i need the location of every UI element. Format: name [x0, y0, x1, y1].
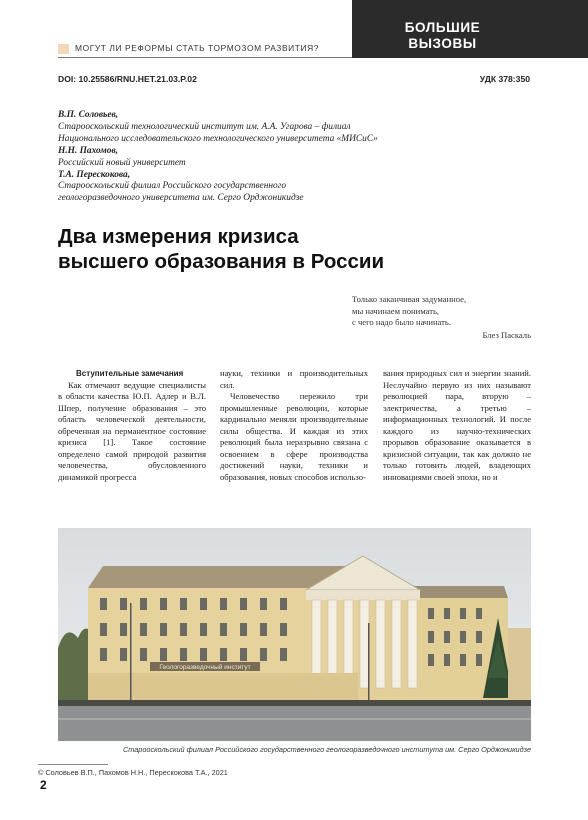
building-sign: Геологоразведочный институт — [159, 664, 251, 671]
author-affiliation: Российский новый университет — [58, 157, 186, 168]
authors-block — [58, 110, 528, 205]
author-name: В.П. Соловьев, — [58, 110, 119, 120]
doi: DOI: 10.25586/RNU.HET.21.03.P.02 — [58, 74, 197, 84]
footnote-rule — [38, 764, 108, 765]
author-name: Н.Н. Пахомов, — [58, 145, 119, 156]
header-accent-square — [58, 44, 69, 54]
author-affiliation: геологоразведочного университета им. Серго Орджоникидзе — [58, 193, 304, 204]
photo-caption: Старооскольский филиал Российского государственного геологоразведочного института им. Серго Орджоникидзе — [122, 745, 531, 754]
udk: УДК 378:350 — [479, 74, 530, 84]
body-column-2 — [220, 368, 368, 483]
paragraph: Человечество пережило три промышленные революции, которые кардинально меняли производительные силы общества. И каждая из этих революций была неразрывно связана с освоением в сфере производства достижений науки, техники и образования, новых способов использо- — [220, 391, 368, 482]
building-photo — [58, 528, 531, 741]
body-column-1 — [58, 368, 206, 483]
body-column-3 — [383, 368, 531, 483]
author-name: Т.А. Перескокова, — [58, 169, 131, 180]
paragraph: науки, техники и производительных сил. — [220, 368, 368, 390]
paragraph: вания природных сил и энергии знаний. Неслучайно первую из них называют революцией пара, вторую – электричества, а третью – информационных технологий. И после каждого из научно-технических прорывов образование оказывается в кризисной ситуации, так как должно не только готовить людей, владеющих инновациями своей эпохи, но и — [383, 368, 531, 482]
article-title: Два измерения кризиса высшего образования в России — [58, 225, 385, 273]
page-number: 2 — [40, 778, 47, 792]
copyright: © Соловьев В.П., Пахомов Н.Н., Перескокова Т.А., 2021 — [38, 768, 228, 777]
epigraph: Только заканчивая задуманное, мы начинаем понимать, с чего надо было начинать. — [352, 294, 467, 327]
paragraph: Как отмечают ведущие специалисты в области качества Ю.П. Адлер и В.Л. Шпер, получение образования – это область человеческой деятельности, обреченная на перманентное состояние кризиса [1]. Такое состояние определено самой природой развития человечества, обусловленного динамикой прогресса — [58, 379, 206, 482]
author-affiliation: Старооскольский технологический институт им. А.А. Угарова – филиал — [58, 121, 351, 132]
running-title: МОГУТ ЛИ РЕФОРМЫ СТАТЬ ТОРМОЗОМ РАЗВИТИЯ? — [75, 43, 320, 53]
section-label: БОЛЬШИЕ ВЫЗОВЫ — [404, 20, 481, 51]
epigraph-author: Блез Паскаль — [482, 330, 531, 340]
author-affiliation: Старооскольский филиал Российского государственного — [58, 181, 287, 192]
author-affiliation: Национального исследовательского технологического университета «МИСиС» — [58, 133, 378, 144]
section-subheading: Вступительные замечания — [76, 369, 184, 378]
header-rule — [58, 57, 352, 58]
